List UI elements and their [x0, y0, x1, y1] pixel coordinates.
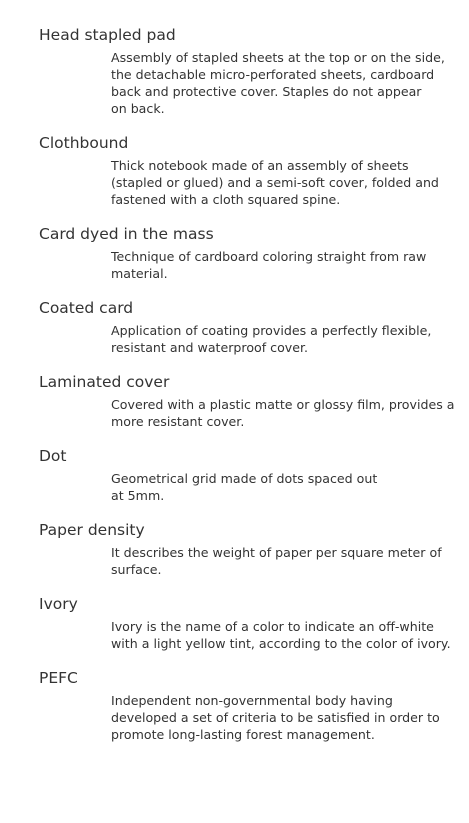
glossary-entry-head-stapled-pad [0, 26, 469, 117]
glossary-entry-card-dyed-in-the-mass [0, 225, 469, 282]
glossary-term: Head stapled pad [39, 26, 176, 44]
glossary-term: Coated card [39, 299, 134, 317]
glossary-definition: It describes the weight of paper per square meter of surface. [111, 545, 442, 577]
glossary-definition: Application of coating provides a perfectly flexible, resistant and waterproof cover. [111, 323, 432, 355]
glossary-term: PEFC [39, 669, 78, 687]
glossary-term: Ivory [39, 595, 78, 613]
glossary-entry-laminated-cover [0, 373, 469, 430]
glossary-list [0, 26, 469, 760]
glossary-definition: Independent non-governmental body having developed a set of criteria to be satisfied in order to promote long-lasting forest management. [111, 693, 440, 742]
glossary-definition: Thick notebook made of an assembly of sheets (stapled or glued) and a semi-soft cover, folded and fastened with a cloth squared spine. [111, 158, 439, 207]
glossary-definition: Geometrical grid made of dots spaced out at 5mm. [111, 471, 378, 503]
glossary-entry-paper-density [0, 521, 469, 578]
glossary-term: Dot [39, 447, 67, 465]
glossary-definition: Assembly of stapled sheets at the top or on the side, the detachable micro-perforated sheets, cardboard back and protective cover. Staples do not appear on back. [111, 50, 445, 116]
glossary-definition: Technique of cardboard coloring straight from raw material. [111, 249, 427, 281]
glossary-entry-coated-card [0, 299, 469, 356]
glossary-entry-pefc [0, 669, 469, 743]
glossary-term: Card dyed in the mass [39, 225, 214, 243]
glossary-entry-ivory [0, 595, 469, 652]
glossary-definition: Ivory is the name of a color to indicate an off-white with a light yellow tint, according to the color of ivory. [111, 619, 451, 651]
glossary-term: Clothbound [39, 134, 129, 152]
glossary-entry-clothbound [0, 134, 469, 208]
glossary-term: Laminated cover [39, 373, 170, 391]
glossary-definition: Covered with a plastic matte or glossy film, provides a more resistant cover. [111, 397, 455, 429]
glossary-term: Paper density [39, 521, 145, 539]
glossary-entry-dot [0, 447, 469, 504]
